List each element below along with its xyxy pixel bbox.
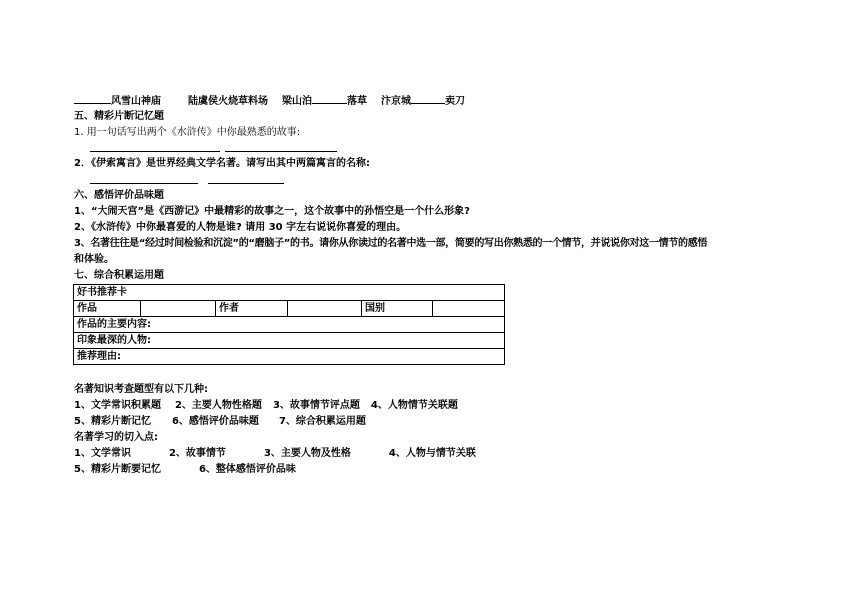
blank-3[interactable] xyxy=(411,94,445,104)
section6-question-2: 2、《水浒传》中你最喜爱的人物是谁? 请用 30 字左右说说你喜爱的理由。 xyxy=(74,222,407,233)
blank-2[interactable] xyxy=(312,94,347,104)
card-header: 好书推荐卡 xyxy=(74,285,505,301)
answer-line-5-1b[interactable] xyxy=(225,151,337,152)
types-row-1 xyxy=(74,399,458,412)
card-author-field[interactable] xyxy=(288,301,362,317)
blank-1[interactable] xyxy=(74,94,111,104)
fill-blank-row xyxy=(74,94,465,108)
card-content-row[interactable]: 作品的主要内容: xyxy=(74,317,505,333)
entry-item: 3、主要人物及性格 xyxy=(263,448,351,459)
type-item: 6、感悟评价品味题 xyxy=(171,416,259,427)
section6-question-3-line2: 和体验。 xyxy=(74,254,114,265)
section6-question-3-line1: 3、名著往往是“经过时间检验和沉淀”的“磨脑子”的书。请你从你读过的名著中选一部，简要的写出你熟悉的一个情节，并说说你对这一情节的感悟 xyxy=(74,238,708,249)
entry-item: 5、精彩片断要记忆 xyxy=(74,464,161,475)
answer-line-5-2b[interactable] xyxy=(208,183,284,184)
entry-item: 6、整体感悟评价品味 xyxy=(198,464,296,475)
card-work-field[interactable] xyxy=(141,301,216,317)
blank-row-item-2: 陆虞侯火烧草料场 xyxy=(188,96,268,107)
card-reason-row[interactable]: 推荐理由: xyxy=(74,349,505,365)
type-item: 1、文学常识积累题 xyxy=(74,400,161,411)
blank-row-item-3-suffix: 落草 xyxy=(347,96,367,107)
blank-row-item-4-suffix: 卖刀 xyxy=(445,96,465,107)
blank-row-item-3-prefix: 梁山泊 xyxy=(282,96,312,107)
answer-line-5-1a[interactable] xyxy=(90,151,220,152)
entry-row-2 xyxy=(74,463,296,476)
card-country-field[interactable] xyxy=(433,301,505,317)
card-author-label: 作者 xyxy=(216,301,288,317)
types-row-2 xyxy=(74,415,366,428)
entry-item: 4、人物与情节关联 xyxy=(388,448,476,459)
entry-item: 1、文学常识 xyxy=(74,448,131,459)
card-work-label: 作品 xyxy=(74,301,141,317)
book-recommendation-card xyxy=(73,284,505,365)
section5-title: 五、精彩片断记忆题 xyxy=(74,111,164,122)
section7-title: 七、综合积累运用题 xyxy=(74,270,164,281)
card-country-label: 国别 xyxy=(362,301,433,317)
section5-question-2: 2．《伊索寓言》是世界经典文学名著。请写出其中两篇寓言的名称: xyxy=(74,158,370,169)
section6-title: 六、感悟评价品味题 xyxy=(74,190,164,201)
blank-row-item-4-prefix: 汴京城 xyxy=(381,96,411,107)
card-character-row[interactable]: 印象最深的人物: xyxy=(74,333,505,349)
type-item: 7、综合积累运用题 xyxy=(278,416,366,427)
answer-line-5-2a[interactable] xyxy=(90,183,198,184)
section5-question-1: 1. 用一句话写出两个《水浒传》中你最熟悉的故事: xyxy=(74,127,301,138)
type-item: 5、精彩片断记忆 xyxy=(74,416,151,427)
blank-row-item-1: 风雪山神庙 xyxy=(111,96,161,107)
section6-question-1: 1、“大闹天宫”是《西游记》中最精彩的故事之一，这个故事中的孙悟空是一个什么形象? xyxy=(74,206,470,217)
type-item: 3、故事情节评点题 xyxy=(272,400,360,411)
types-title: 名著知识考查题型有以下几种: xyxy=(74,384,208,395)
type-item: 2、主要人物性格题 xyxy=(174,400,262,411)
type-item: 4、人物情节关联题 xyxy=(370,400,458,411)
entry-item: 2、故事情节 xyxy=(168,448,226,459)
entry-row-1 xyxy=(74,447,476,460)
entry-title: 名著学习的切入点: xyxy=(74,432,158,443)
